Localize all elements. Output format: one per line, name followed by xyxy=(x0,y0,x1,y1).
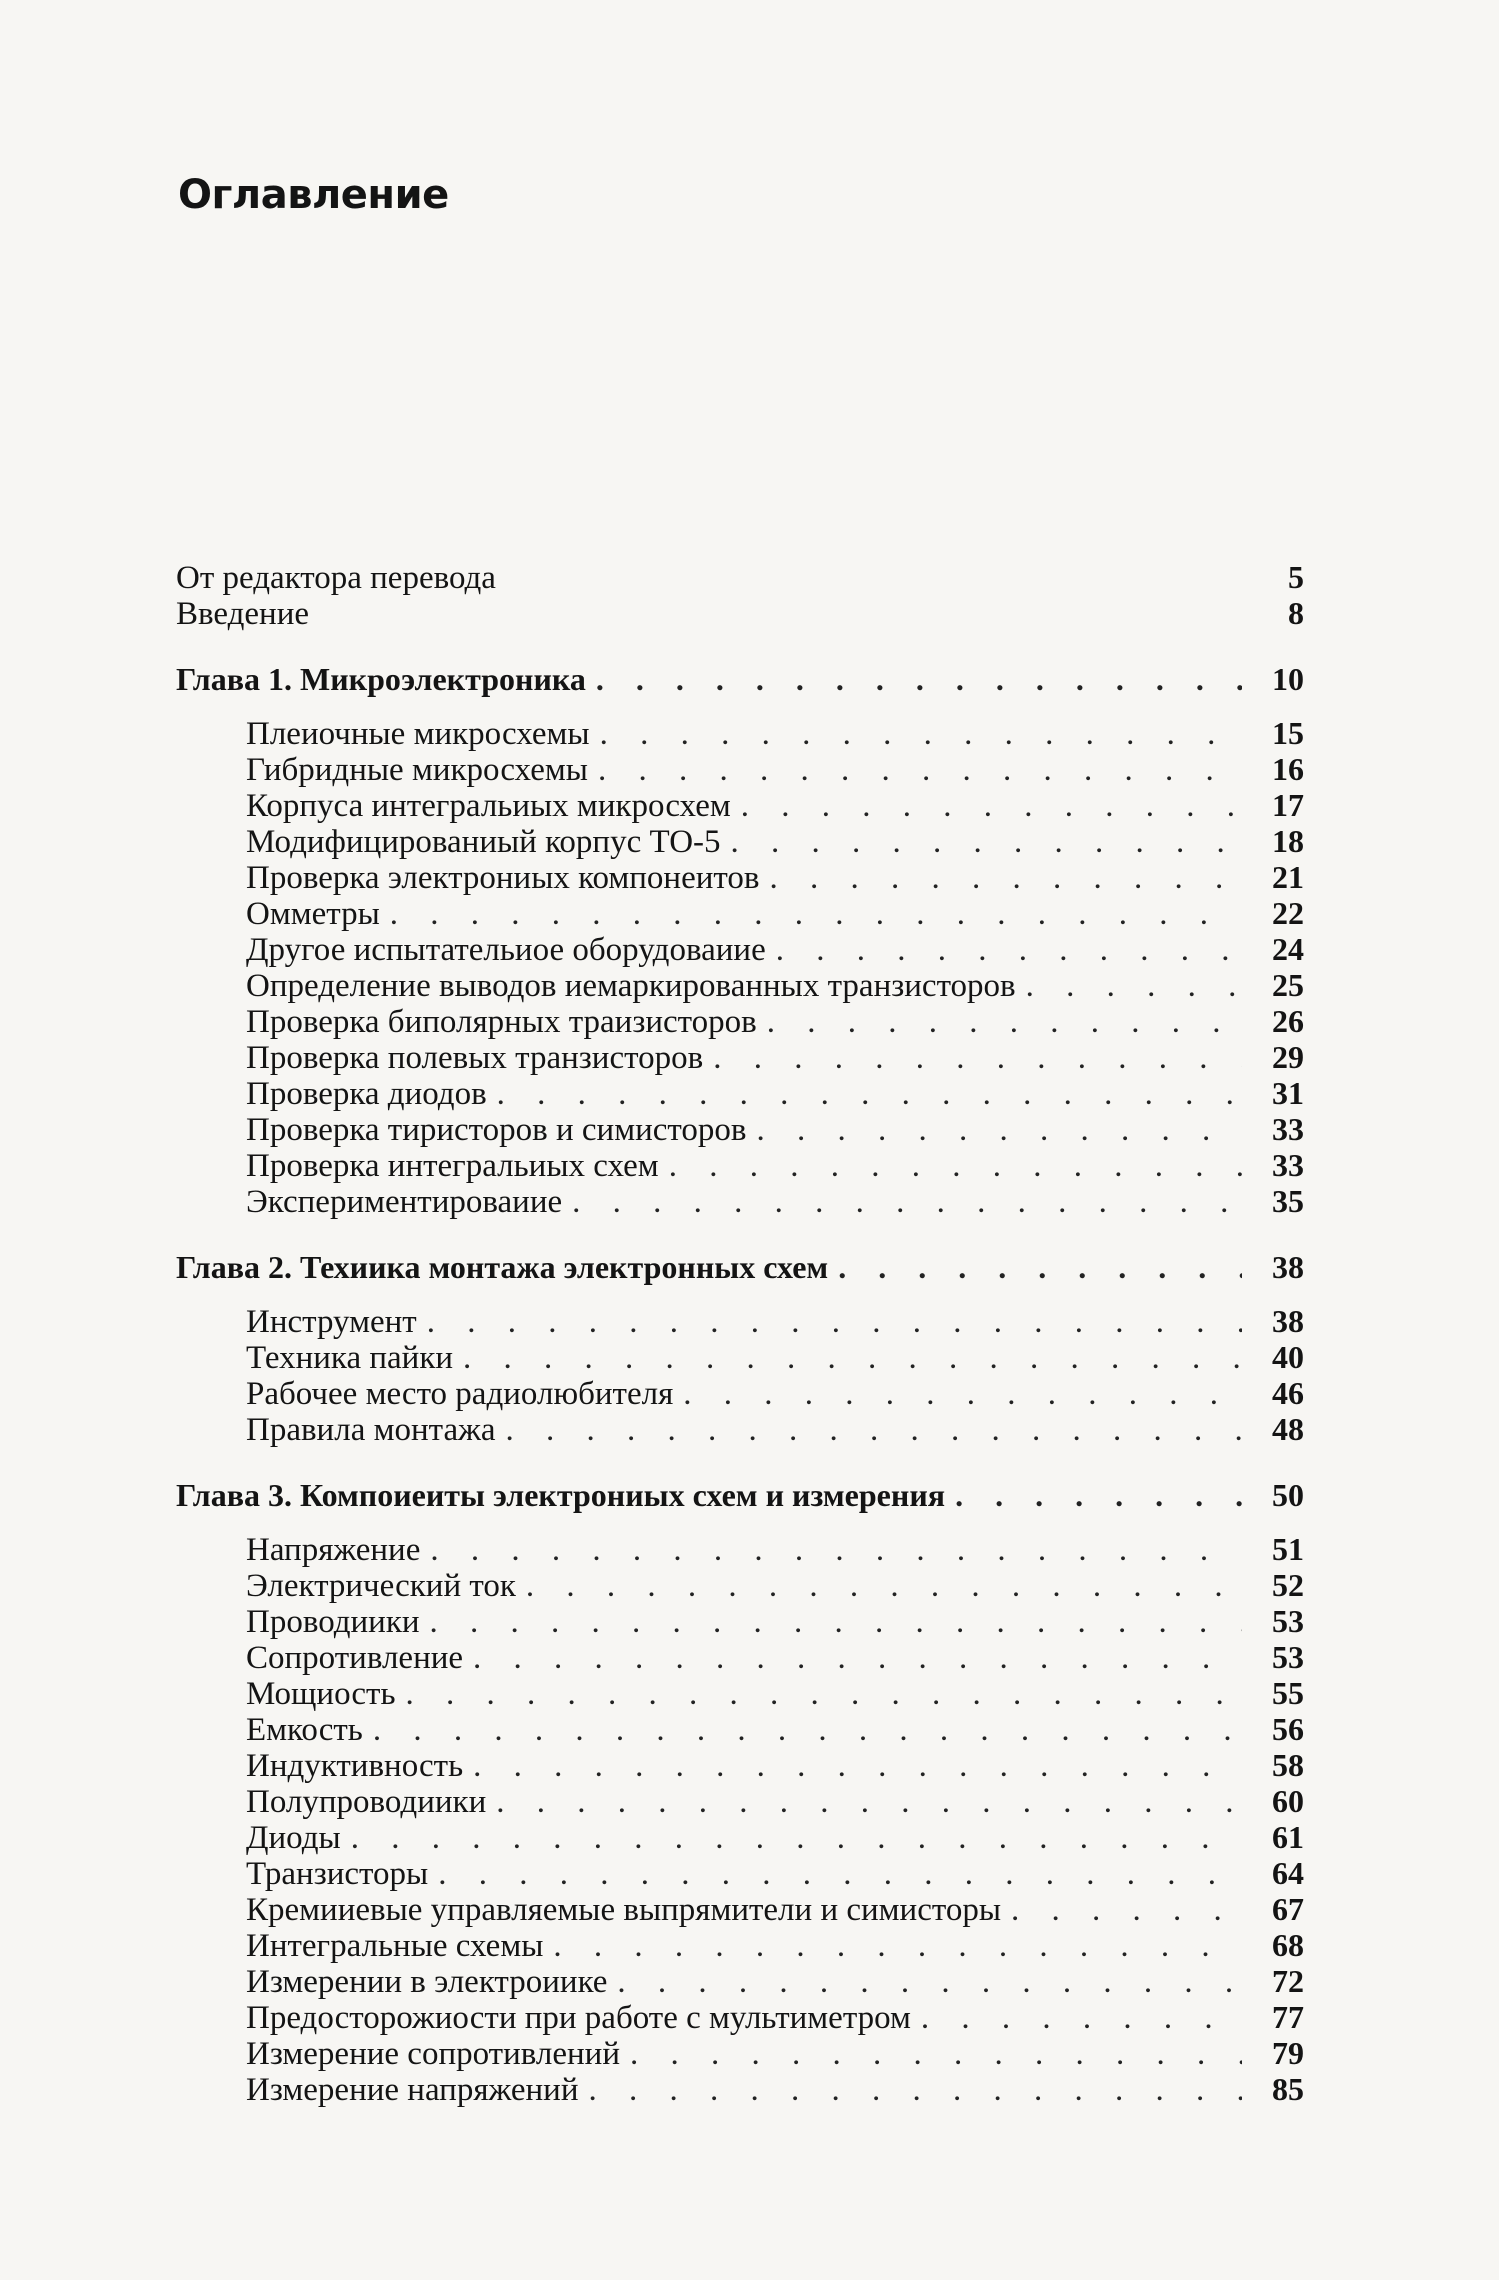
toc-entry xyxy=(176,1675,1304,1711)
dot-leader xyxy=(669,1148,1242,1184)
table-of-contents xyxy=(176,559,1304,2107)
toc-entry-title: Измерение напряжений xyxy=(246,2072,579,2108)
toc-entry-page-number: 24 xyxy=(1272,931,1304,967)
dot-leader xyxy=(430,1532,1242,1568)
dot-leader xyxy=(767,1004,1242,1040)
toc-entry-page-number: 22 xyxy=(1272,895,1304,931)
toc-entry-page-number: 33 xyxy=(1272,1111,1304,1147)
toc-entry-title: Электрический ток xyxy=(246,1568,516,1604)
toc-entry-page-number: 61 xyxy=(1272,1819,1304,1855)
toc-chapter-entry xyxy=(176,661,1304,697)
toc-entry xyxy=(176,559,1304,595)
toc-entry xyxy=(176,823,1304,859)
toc-entry-page-number: 53 xyxy=(1272,1603,1304,1639)
dot-leader xyxy=(600,716,1242,752)
toc-entry-title: Диоды xyxy=(246,1820,341,1856)
toc-entry-page-number: 10 xyxy=(1272,661,1304,697)
toc-entry-title: Полупроводиики xyxy=(246,1784,487,1820)
toc-entry-title: Мощиость xyxy=(246,1676,396,1712)
dot-leader xyxy=(596,661,1242,697)
toc-entry-title: Кремииевые управляемые выпрямители и симисторы xyxy=(246,1892,1002,1928)
toc-entry xyxy=(176,967,1304,1003)
toc-entry-page-number: 68 xyxy=(1272,1927,1304,1963)
page-title: Оглавление xyxy=(178,172,449,218)
toc-entry-page-number: 64 xyxy=(1272,1855,1304,1891)
toc-entry-page-number: 67 xyxy=(1272,1891,1304,1927)
toc-entry-title: От редактора перевода xyxy=(176,560,496,596)
dot-leader xyxy=(373,1712,1242,1748)
toc-entry-page-number: 31 xyxy=(1272,1075,1304,1111)
dot-leader xyxy=(741,788,1242,824)
dot-leader xyxy=(1026,968,1242,1004)
toc-entry-page-number: 35 xyxy=(1272,1183,1304,1219)
toc-entry-title: Плеиочные микросхемы xyxy=(246,716,590,752)
toc-entry-page-number: 5 xyxy=(1288,559,1304,595)
dot-leader xyxy=(406,1676,1242,1712)
toc-entry-page-number: 21 xyxy=(1272,859,1304,895)
toc-entry xyxy=(176,787,1304,823)
toc-entry-page-number: 16 xyxy=(1272,751,1304,787)
toc-entry xyxy=(176,2035,1304,2071)
dot-leader xyxy=(683,1376,1242,1412)
toc-entry xyxy=(176,1075,1304,1111)
toc-entry xyxy=(176,1003,1304,1039)
dot-leader xyxy=(838,1249,1242,1285)
toc-chapter-entry xyxy=(176,1477,1304,1513)
toc-entry xyxy=(176,1339,1304,1375)
toc-entry-title: Гибридные микросхемы xyxy=(246,752,588,788)
toc-entry-page-number: 38 xyxy=(1272,1303,1304,1339)
dot-leader xyxy=(589,2072,1243,2108)
dot-leader xyxy=(390,896,1242,932)
toc-entry-title: Правила монтажа xyxy=(246,1412,496,1448)
toc-entry xyxy=(176,1747,1304,1783)
toc-entry-page-number: 26 xyxy=(1272,1003,1304,1039)
toc-entry-title: Модифицированиый корпус ТО-5 xyxy=(246,824,721,860)
toc-entry-title: Экспериментироваиие xyxy=(246,1184,563,1220)
toc-entry xyxy=(176,859,1304,895)
toc-entry-title: Определение выводов иемаркированных транзисторов xyxy=(246,968,1016,1004)
toc-entry-page-number: 38 xyxy=(1272,1249,1304,1285)
dot-leader xyxy=(351,1820,1242,1856)
toc-entry-page-number: 8 xyxy=(1288,595,1304,631)
dot-leader xyxy=(473,1640,1242,1676)
dot-leader xyxy=(731,824,1242,860)
toc-entry xyxy=(176,595,1304,631)
toc-entry-title: Предосторожиости при работе с мультиметром xyxy=(246,2000,911,2036)
toc-entry-title: Измерении в электроиике xyxy=(246,1964,608,2000)
toc-entry-page-number: 40 xyxy=(1272,1339,1304,1375)
toc-entry-title: Глава 3. Компоиеиты электрониых схем и измерения xyxy=(176,1477,946,1513)
toc-entry xyxy=(176,1567,1304,1603)
toc-entry-page-number: 55 xyxy=(1272,1675,1304,1711)
toc-entry-title: Техника пайки xyxy=(246,1340,454,1376)
toc-entry-page-number: 52 xyxy=(1272,1567,1304,1603)
toc-entry xyxy=(176,1711,1304,1747)
dot-leader xyxy=(430,1604,1242,1640)
toc-entry-title: Емкость xyxy=(246,1712,363,1748)
toc-entry-page-number: 85 xyxy=(1272,2071,1304,2107)
toc-entry-title: Проверка электрониых компонеитов xyxy=(246,860,760,896)
toc-entry xyxy=(176,895,1304,931)
toc-entry xyxy=(176,1783,1304,1819)
toc-entry-page-number: 50 xyxy=(1272,1477,1304,1513)
dot-leader xyxy=(598,752,1242,788)
toc-entry-page-number: 48 xyxy=(1272,1411,1304,1447)
toc-entry xyxy=(176,1111,1304,1147)
toc-entry-title: Глава 1. Микроэлектроника xyxy=(176,661,586,697)
dot-leader xyxy=(506,1412,1242,1448)
dot-leader xyxy=(713,1040,1242,1076)
toc-entry-page-number: 53 xyxy=(1272,1639,1304,1675)
dot-leader xyxy=(630,2036,1242,2072)
toc-entry xyxy=(176,751,1304,787)
dot-leader xyxy=(438,1856,1242,1892)
dot-leader xyxy=(955,1477,1242,1513)
toc-entry xyxy=(176,1927,1304,1963)
toc-entry-title: Рабочее место радиолюбителя xyxy=(246,1376,674,1412)
toc-entry xyxy=(176,1303,1304,1339)
toc-entry xyxy=(176,1603,1304,1639)
toc-entry-page-number: 25 xyxy=(1272,967,1304,1003)
toc-entry-page-number: 77 xyxy=(1272,1999,1304,2035)
toc-entry-title: Проверка диодов xyxy=(246,1076,487,1112)
toc-entry xyxy=(176,1855,1304,1891)
toc-entry-title: Напряжение xyxy=(246,1532,421,1568)
toc-entry-title: Введение xyxy=(176,596,310,632)
toc-entry-page-number: 29 xyxy=(1272,1039,1304,1075)
dot-leader xyxy=(776,932,1242,968)
toc-entry-page-number: 17 xyxy=(1272,787,1304,823)
toc-entry-title: Проводиики xyxy=(246,1604,420,1640)
toc-entry-page-number: 60 xyxy=(1272,1783,1304,1819)
toc-entry-title: Проверка интегральиых схем xyxy=(246,1148,659,1184)
dot-leader xyxy=(427,1304,1242,1340)
toc-entry-title: Омметры xyxy=(246,896,380,932)
dot-leader xyxy=(921,2000,1242,2036)
toc-entry-page-number: 56 xyxy=(1272,1711,1304,1747)
dot-leader xyxy=(496,1784,1242,1820)
toc-entry xyxy=(176,1183,1304,1219)
toc-entry-title: Транзисторы xyxy=(246,1856,429,1892)
toc-entry-page-number: 15 xyxy=(1272,715,1304,751)
dot-leader xyxy=(756,1112,1242,1148)
toc-entry-page-number: 18 xyxy=(1272,823,1304,859)
toc-entry xyxy=(176,1147,1304,1183)
toc-entry-page-number: 72 xyxy=(1272,1963,1304,1999)
toc-entry xyxy=(176,931,1304,967)
toc-entry xyxy=(176,1411,1304,1447)
dot-leader xyxy=(1011,1892,1242,1928)
toc-entry-title: Интегральные схемы xyxy=(246,1928,544,1964)
toc-entry-page-number: 51 xyxy=(1272,1531,1304,1567)
toc-entry-title: Проверка биполярных траизисторов xyxy=(246,1004,757,1040)
toc-entry-page-number: 58 xyxy=(1272,1747,1304,1783)
toc-entry xyxy=(176,1891,1304,1927)
toc-entry xyxy=(176,1963,1304,1999)
toc-entry-page-number: 46 xyxy=(1272,1375,1304,1411)
toc-entry xyxy=(176,1999,1304,2035)
toc-entry-title: Глава 2. Техиика монтажа электронных схем xyxy=(176,1249,829,1285)
toc-entry-title: Инструмент xyxy=(246,1304,417,1340)
dot-leader xyxy=(473,1748,1242,1784)
dot-leader xyxy=(463,1340,1242,1376)
toc-entry-title: Другое испытательиое оборудоваиие xyxy=(246,932,766,968)
toc-entry xyxy=(176,715,1304,751)
toc-entry xyxy=(176,2071,1304,2107)
toc-entry-title: Проверка тиристоров и симисторов xyxy=(246,1112,747,1148)
toc-entry xyxy=(176,1375,1304,1411)
toc-chapter-entry xyxy=(176,1249,1304,1285)
toc-entry-title: Измерение сопротивлений xyxy=(246,2036,620,2072)
dot-leader xyxy=(572,1184,1242,1220)
toc-entry-title: Корпуса интегральиых микросхем xyxy=(246,788,731,824)
toc-entry xyxy=(176,1039,1304,1075)
toc-entry-title: Индуктивность xyxy=(246,1748,464,1784)
dot-leader xyxy=(526,1568,1242,1604)
toc-entry-page-number: 33 xyxy=(1272,1147,1304,1183)
toc-entry-title: Проверка полевых транзисторов xyxy=(246,1040,704,1076)
dot-leader xyxy=(617,1964,1242,2000)
toc-entry-page-number: 79 xyxy=(1272,2035,1304,2071)
toc-entry xyxy=(176,1531,1304,1567)
toc-entry xyxy=(176,1819,1304,1855)
dot-leader xyxy=(497,1076,1242,1112)
toc-entry xyxy=(176,1639,1304,1675)
dot-leader xyxy=(769,860,1242,896)
dot-leader xyxy=(553,1928,1242,1964)
toc-entry-title: Сопротивление xyxy=(246,1640,464,1676)
